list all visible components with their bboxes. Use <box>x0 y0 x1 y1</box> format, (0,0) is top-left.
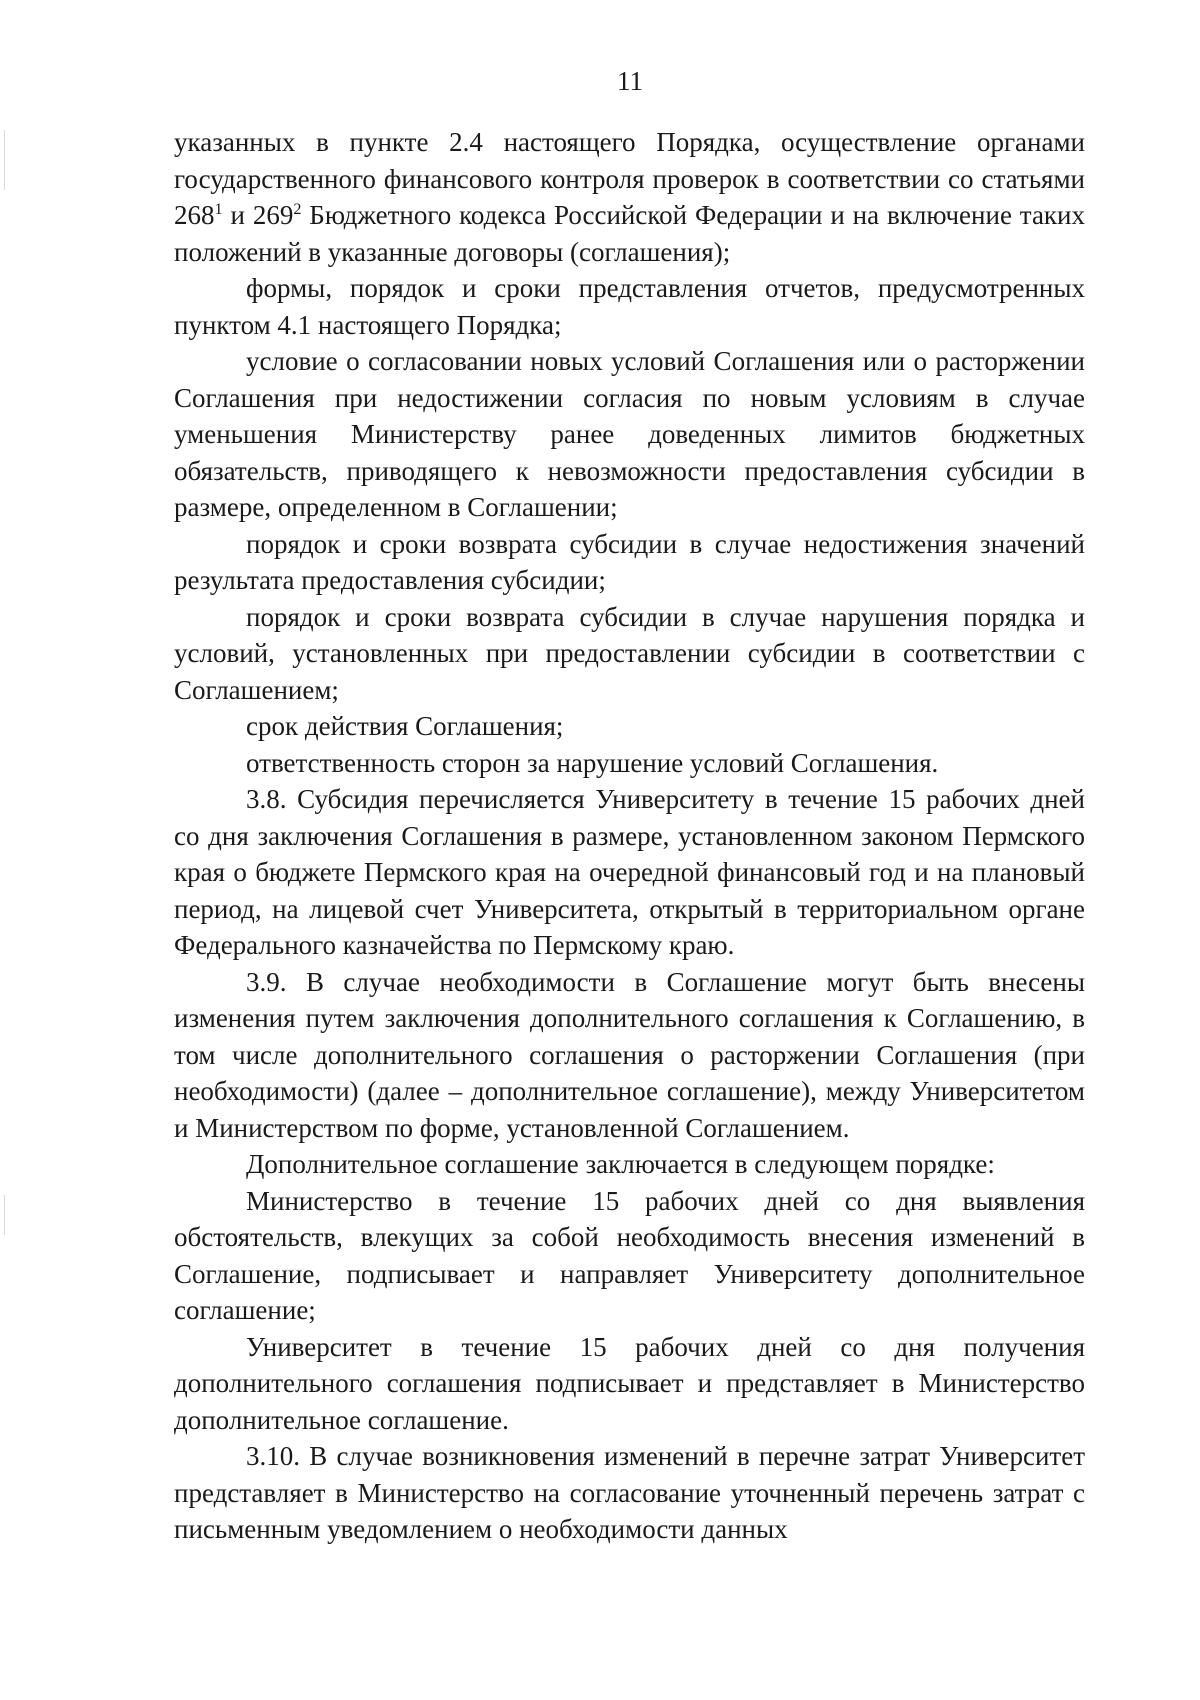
paragraph <box>174 599 1085 709</box>
paragraph-text: порядок и сроки возврата субсидии в случае нарушения порядка и условий, установленных при предоставлении субсидии в соответствии с Соглашением; <box>174 601 1085 705</box>
paragraph <box>174 708 1085 745</box>
paragraph-text: срок действия Соглашения; <box>246 711 564 741</box>
paragraph <box>174 270 1085 343</box>
paragraph-text: условие о согласовании новых условий Соглашения или о расторжении Соглашения при недостижении согласия по новым условиям в случае уменьшения Министерству ранее доведенных лимитов бюджетных обязательств, приводящего к невозможности предоставления субсидии в размере, определенном в Соглашении; <box>174 346 1085 522</box>
scan-edge-mark <box>4 1195 5 1235</box>
paragraph-text: и 269 <box>222 200 294 230</box>
paragraph-text: Дополнительное соглашение заключается в следующем порядке: <box>246 1149 995 1179</box>
paragraph-text: Университет в течение 15 рабочих дней со дня получения дополнительного соглашения подписывает и представляет в Министерство дополнительное соглашение. <box>174 1331 1085 1435</box>
paragraph <box>174 964 1085 1147</box>
paragraph <box>174 343 1085 526</box>
paragraph <box>174 1183 1085 1329</box>
paragraph <box>174 526 1085 599</box>
paragraph <box>174 745 1085 782</box>
paragraph-text: Министерство в течение 15 рабочих дней со дня выявления обстоятельств, влекущих за собой необходимость внесения изменений в Соглашение, подписывает и направляет Университету дополнительное соглашение; <box>174 1185 1085 1325</box>
paragraph-text: ответственность сторон за нарушение условий Соглашения. <box>246 747 939 778</box>
page-number: 11 <box>617 66 643 96</box>
paragraph <box>174 124 1085 270</box>
paragraph-text: порядок и сроки возврата субсидии в случае недостижения значений результата предоставления субсидии; <box>174 528 1085 595</box>
paragraph-text: 3.8. Субсидия перечисляется Университету в течение 15 рабочих дней со дня заключения Соглашения в размере, установленном законом Пермского края о бюджете Пермского края на очередной финансовый год и на плановый период, на лицевой счет Университета, открытый в территориальном органе Федерального казначейства по Пермскому краю. <box>174 784 1085 960</box>
paragraph-text: указанных в пункте 2.4 настоящего Порядка, осуществление органами государственного финансового контроля проверок в соответствии со статьями 268 <box>174 127 1085 230</box>
document-body <box>174 124 1085 1548</box>
superscript: 1 <box>214 200 223 218</box>
paragraph-text: Бюджетного кодекса Российской Федерации и на включение таких положений в указанные договоры (соглашения); <box>174 200 1085 267</box>
superscript: 2 <box>293 200 302 218</box>
paragraph <box>174 1146 1085 1183</box>
paragraph-text: 3.10. В случае возникновения изменений в перечне затрат Университет представляет в Министерство на согласование уточненный перечень затрат с письменным уведомлением о необходимости данных <box>174 1441 1085 1544</box>
scan-edge-mark <box>4 130 5 190</box>
paragraph-text: 3.9. В случае необходимости в Соглашение могут быть внесены изменения путем заключения дополнительного соглашения к Соглашению, в том числе дополнительного соглашения о расторжении Соглашения (при необходимости) (далее – дополнительное соглашение), между Университетом и Министерством по форме, установленной Соглашением. <box>174 966 1085 1143</box>
paragraph <box>174 1329 1085 1439</box>
paragraph <box>174 1438 1085 1548</box>
paragraph-text: формы, порядок и сроки представления отчетов, предусмотренных пунктом 4.1 настоящего Порядка; <box>174 273 1085 340</box>
paragraph <box>174 781 1085 964</box>
